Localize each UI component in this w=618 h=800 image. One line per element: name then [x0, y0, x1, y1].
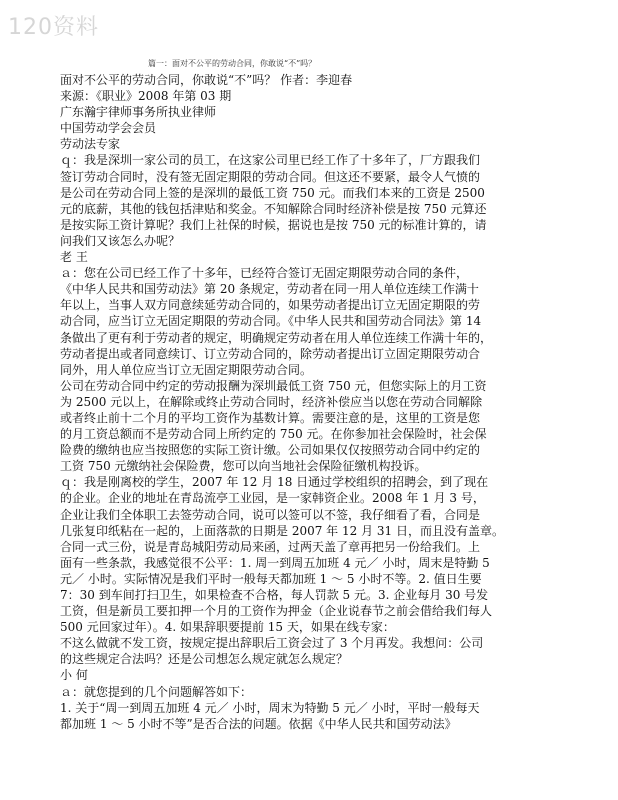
answer-list-item: 1. 关于“周一到周五加班 4 元／ 小时，周末为特勤 5 元／ 小时，平时一般每天	[60, 700, 480, 715]
question-line: 企业让我们全体职工去签劳动合同，说可以签可以不签，我仔细看了看，合同是	[60, 507, 481, 522]
article-title: 面对不公平的劳动合同，你敢说“不”吗？ 作者：李迎春	[60, 73, 353, 87]
question-line: 的企业。企业的地址在青岛流亭工业园，是一家韩资企业。2008 年 1 月 3 号，	[60, 491, 485, 506]
watermark-logo: 120资料	[8, 15, 99, 40]
question-line: 问我们又该怎么办呢？	[60, 233, 181, 248]
question-line: 不这么做就不发工资，按规定提出辞职后工资会过了 3 个月再发。我想问：公司	[60, 636, 484, 651]
answer-line: 劳动者提出或者同意续订、订立劳动合同的，除劳动者提出订立固定期限劳动合	[60, 346, 481, 361]
author-credential: 广东瀚宇律师事务所执业律师	[60, 105, 217, 120]
answer-line: 同外，用人单位应当订立无固定期限劳动合同。	[60, 362, 313, 377]
question-line: 元的底薪，其他的钱包括津贴和奖金。不知解除合同时经济补偿是按 750 元算还	[60, 201, 487, 216]
question-line: ｑ：我是深圳一家公司的员工，在这家公司里已经工作了十多年了，厂方跟我们	[60, 153, 481, 168]
answer-line: 为 2500 元以上，在解除或终止劳动合同时，经济补偿应当以您在劳动合同解除	[60, 394, 483, 409]
answer-line: 条做出了更有利于劳动者的规定，明确规定劳动者在用人单位连续工作满十年的，	[60, 330, 493, 345]
question-line: 合同一式三份，说是青岛城阳劳动局来函，过两天盖了章再把另一份给我们。上	[60, 539, 481, 554]
answer-list-item: 都加班 1 ～ 5 小时不等”是否合法的问题。依据《中华人民共和国劳动法》	[60, 716, 457, 731]
question-line: 元／ 小时。实际情况是我们平时一般每天都加班 1 ～ 5 小时不等。2. 值日生要	[60, 571, 482, 586]
answer-line: 年以上，当事人双方同意续延劳动合同的，如果劳动者提出订立无固定期限的劳	[60, 298, 481, 313]
answer-line: 动合同，应当订立无固定期限的劳动合同。《中华人民共和国劳动合同法》第 14	[60, 314, 482, 329]
answer-line: ａ：您在公司已经工作了十多年，已经符合签订无固定期限劳动合同的条件，	[60, 266, 469, 281]
answer-line: 公司在劳动合同中约定的劳动报酬为深圳最低工资 750 元，但您实际上的月工资	[60, 378, 487, 393]
author-credential: 劳动法专家	[60, 137, 121, 152]
article-source: 来源：《职业》2008 年第 03 期	[60, 89, 232, 104]
answer-line: 险费的缴纳也应当按照您的实际工资计缴。公司如果仅仅按照劳动合同中约定的	[60, 443, 481, 458]
question-line: 是公司在劳动合同上签的是深圳的最低工资 750 元。而我们本来的工资是 2500	[60, 185, 485, 200]
question-line: 面有一些条款，我感觉很不公平：1. 周一到周五加班 4 元／ 小时，周末是特勤 5	[60, 555, 490, 570]
answer-line: 工资 750 元缴纳社会保险费，您可以向当地社会保险征缴机构投诉。	[60, 459, 427, 474]
document-subtitle: 篇一：面对不公平的劳动合同，你敢说“不”吗？	[148, 59, 317, 68]
question-line: 是按实际工资计算呢？我们上社保的时候，据说也是按 750 元的标准计算的，请	[60, 217, 487, 232]
question-line: 的这些规定合法吗？还是公司想怎么规定就怎么规定？	[60, 652, 349, 667]
question-line: 7：30 到车间打扫卫生，如果检查不合格，每人罚款 5 元。3. 企业每月 30 号发	[60, 588, 489, 602]
answer-line: ａ：就您提到的几个问题解答如下：	[60, 684, 253, 699]
author-credential: 中国劳动学会会员	[60, 121, 157, 136]
answer-line: 或者终止前十二个月的平均工资作为基数计算。需要注意的是，这里的工资是您	[60, 410, 481, 425]
asker-name: 小 何	[60, 668, 88, 683]
question-line: 签订劳动合同时，没有签无固定期限的劳动合同。但这还不要紧，最令人气愤的	[60, 169, 481, 184]
document-body	[60, 72, 616, 732]
answer-line: 《中华人民共和国劳动法》第 20 条规定，劳动者在同一用人单位连续工作满十	[60, 282, 479, 297]
question-line: ｑ：我是刚离校的学生，2007 年 12 月 18 日通过学校组织的招聘会，到了现在	[60, 475, 489, 490]
question-line: 500 元回家过年）。4. 如果辞职要提前 15 天，如果在线专家：	[60, 620, 395, 635]
question-line: 工资，但是新员工要扣押一个月的工资作为押金（企业说春节之前会借给我们每人	[60, 604, 493, 619]
question-line: 几张复印纸粘在一起的，上面落款的日期是 2007 年 12 月 31 日，而且没有盖章。	[60, 523, 504, 538]
asker-name: 老 王	[60, 250, 88, 265]
answer-line: 的月工资总额而不是劳动合同上所约定的 750 元。在你参加社会保险时，社会保	[60, 427, 487, 442]
